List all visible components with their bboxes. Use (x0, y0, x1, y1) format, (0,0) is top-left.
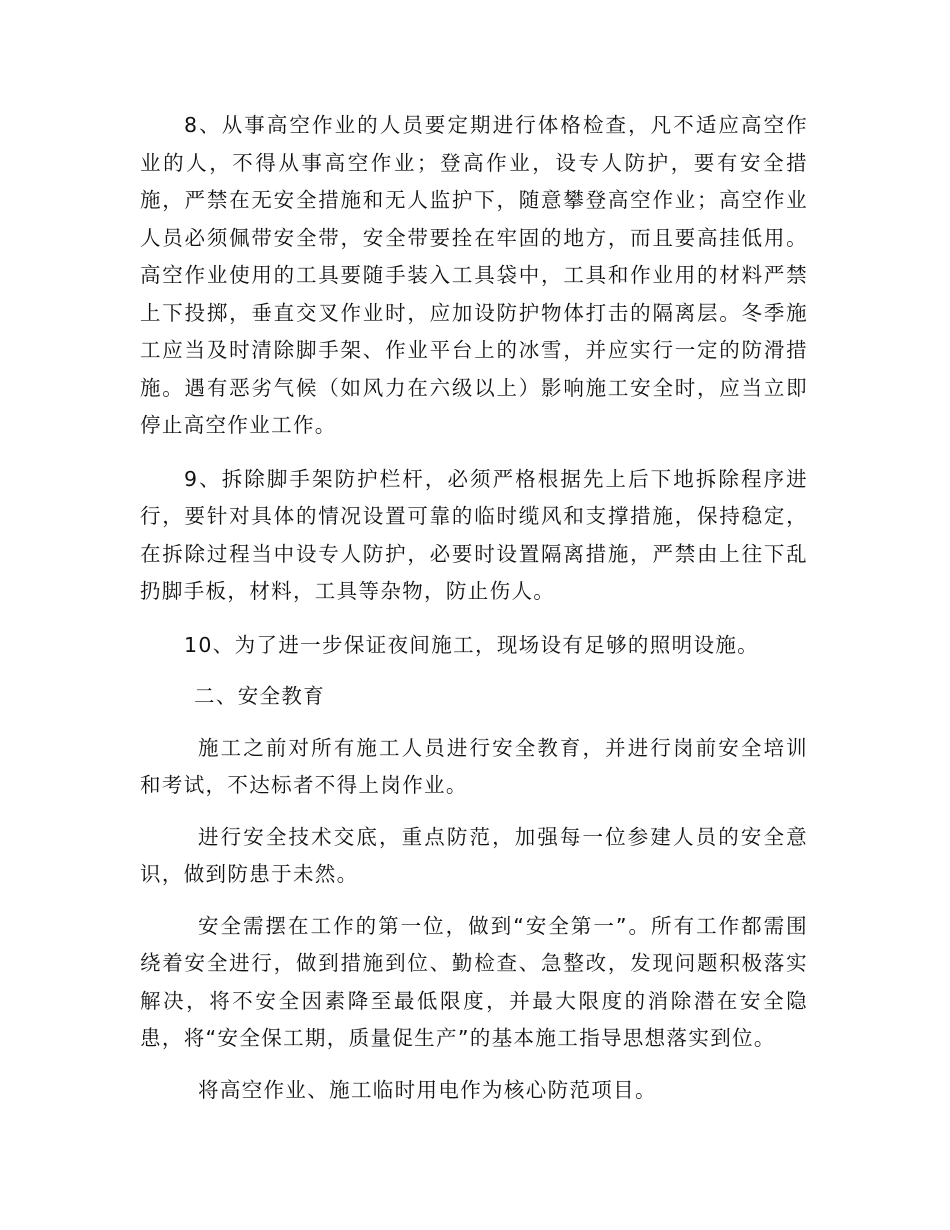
document-page (140, 107, 808, 1109)
paragraph-item-10: 10、为了进一步保证夜间施工，现场设有足够的照明设施。 (184, 632, 760, 657)
paragraph-technical-briefing: 进行安全技术交底，重点防范，加强每一位参建人员的安全意识，做到防患于未然。 (140, 824, 808, 886)
section-heading-safety-education: 二、安全教育 (194, 684, 326, 708)
paragraph-item-9: 9、拆除脚手架防护栏杆，必须严格根据先上后下地拆除程序进行，要针对具体的情况设置可靠的临时缆风和支撑措施，保持稳定，在拆除过程当中设专人防护，必要时设置隔离措施，严禁由上往下乱扔脚手板，材料，工具等杂物，防止伤人。 (140, 466, 808, 603)
paragraph-safety-first: 安全需摆在工作的第一位，做到“安全第一”。所有工作都需围绕着安全进行，做到措施到位、勤检查、急整改，发现问题积极落实解决，将不安全因素降至最低限度，并最大限度的消除潜在安全隐患，将“安全保工期，质量促生产”的基本施工指导思想落实到位。 (140, 913, 808, 1050)
paragraph-training: 施工之前对所有施工人员进行安全教育，并进行岗前安全培训和考试，不达标者不得上岗作业。 (140, 735, 808, 797)
paragraph-item-8: 8、从事高空作业的人员要定期进行体格检查，凡不适应高空作业的人，不得从事高空作业；登高作业，设专人防护，要有安全措施，严禁在无安全措施和无人监护下，随意攀登高空作业；高空作业人员必须佩带安全带，安全带要拴在牢固的地方，而且要高挂低用。高空作业使用的工具要随手装入工具袋中，工具和作业用的材料严禁上下投掷，垂直交叉作业时，应加设防护物体打击的隔离层。冬季施工应当及时清除脚手架、作业平台上的冰雪，并应实行一定的防滑措施。遇有恶劣气候（如风力在六级以上）影响施工安全时，应当立即停止高空作业工作。 (140, 113, 808, 437)
paragraph-core-prevention: 将高空作业、施工临时用电作为核心防范项目。 (198, 1077, 657, 1102)
